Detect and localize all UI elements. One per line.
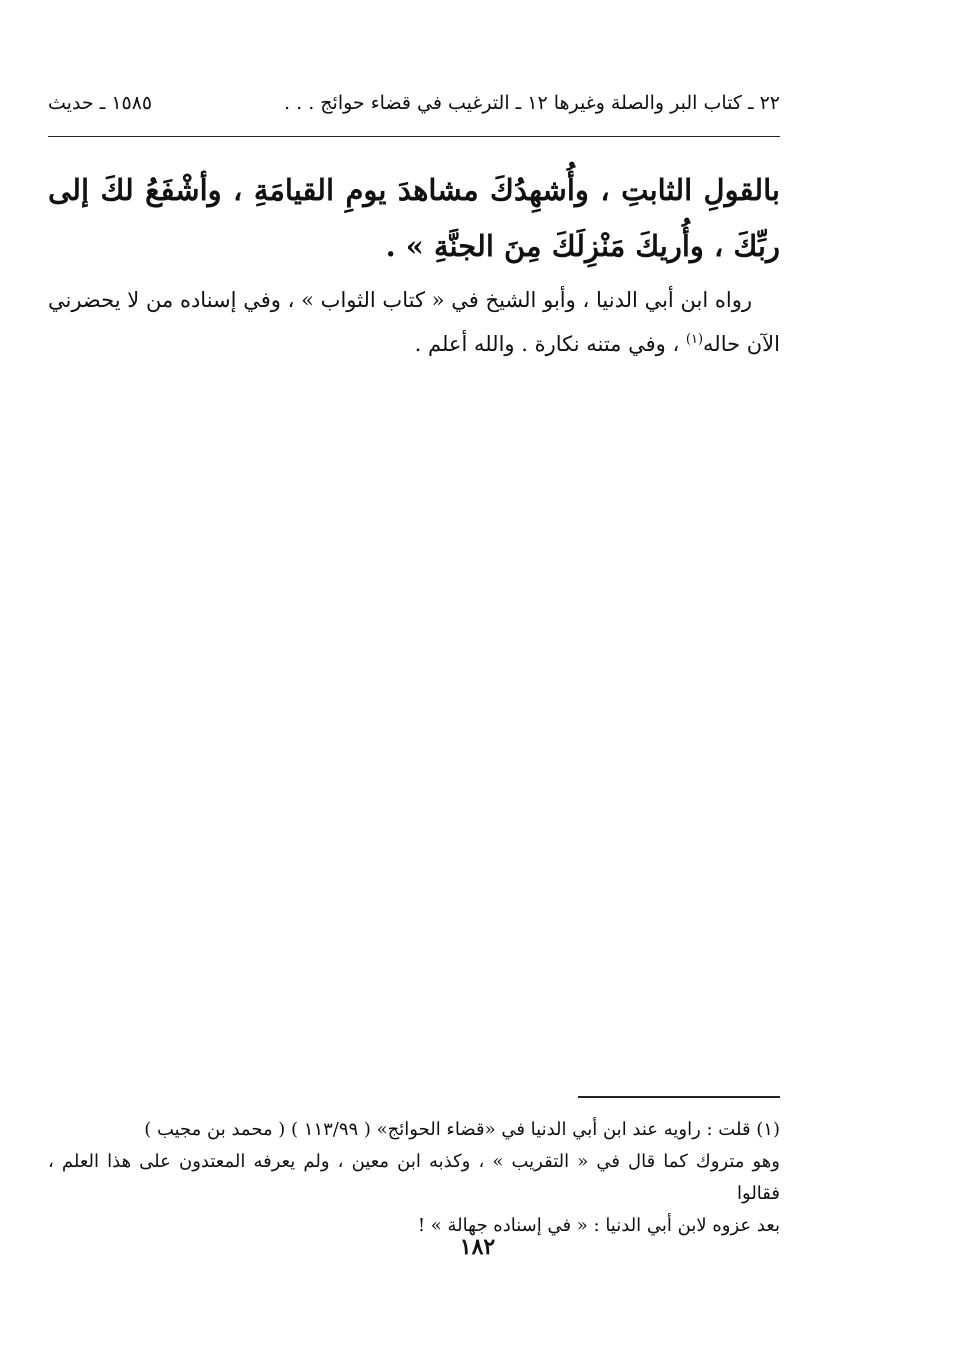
- footnote-reference[interactable]: (١): [685, 332, 704, 347]
- narration-commentary: [48, 278, 780, 366]
- running-title: ٢٢ ـ كتاب البر والصلة وغيرها ١٢ ـ الترغيب في قضاء حوائج . . .: [284, 92, 780, 114]
- footnote-line: (١) قلت : راويه عند ابن أبي الدنيا في «قضاء الحوائج» ( ١١٣/٩٩ ) ( محمد بن مجيب ): [144, 1119, 780, 1140]
- footnote-divider: [578, 1096, 780, 1098]
- hadith-text: [48, 162, 780, 274]
- footnote-line: بعد عزوه لابن أبي الدنيا : « في إسناده جهالة » !: [417, 1215, 780, 1236]
- page-number: ١٨٢: [459, 1234, 496, 1260]
- hadith-number: ١٥٨٥ ـ حديث: [48, 92, 153, 114]
- hadith-text-paragraph: بالقولِ الثابتِ ، وأُشهِدُكَ مشاهدَ يومِ القيامَةِ ، وأشْفَعُ لكَ إلى ربِّكَ ، وأُريكَ مَنْزِلَكَ مِنَ الجنَّةِ » .: [48, 173, 780, 263]
- narration-paragraph: [48, 278, 780, 366]
- narration-text-part1: رواه ابن أبي الدنيا ، وأبو الشيخ في « كتاب الثواب » ، وفي إسناده من لا يحضرني الآن حاله: [48, 288, 780, 356]
- footnote-line: وهو متروك كما قال في « التقريب » ، وكذبه ابن معين ، ولم يعرفه المعتدون على هذا العلم ، فقالوا: [48, 1151, 780, 1204]
- page-header: [48, 88, 780, 118]
- footnotes: [48, 1114, 780, 1242]
- narration-text-part2: ، وفي متنه نكارة . والله أعلم .: [414, 332, 686, 356]
- header-divider: [48, 136, 780, 137]
